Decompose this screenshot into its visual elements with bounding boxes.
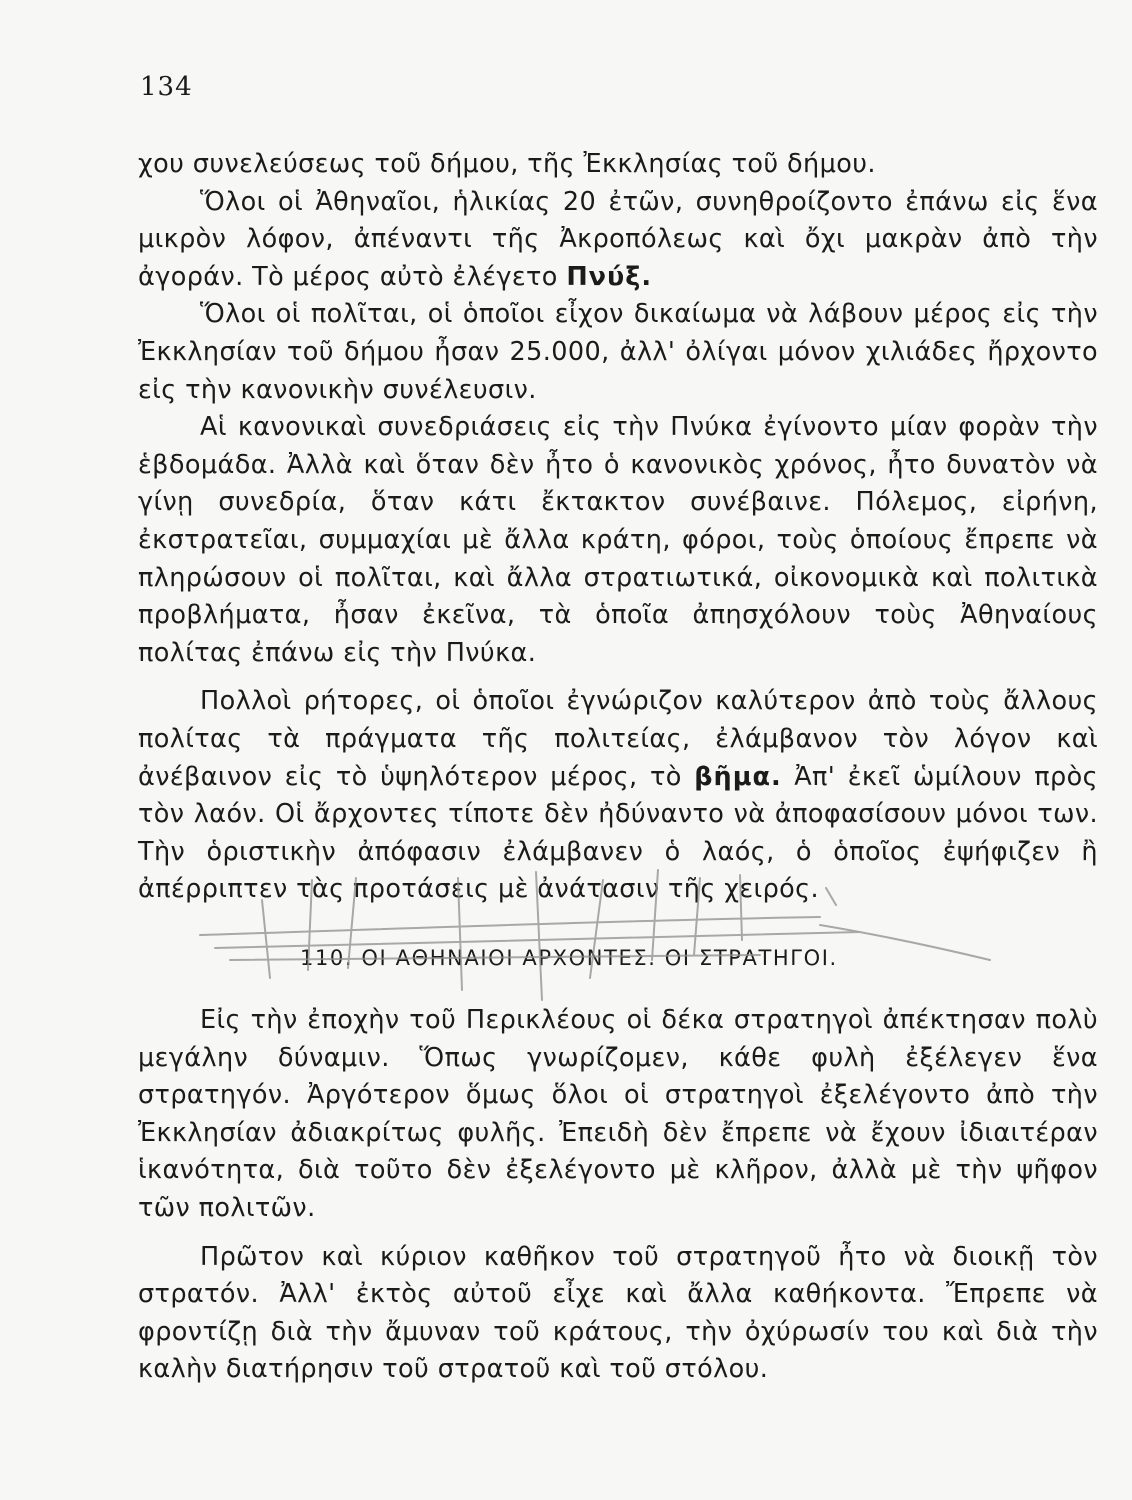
paragraph-4: Αἱ κανονικαὶ συνεδριάσεις εἰς τὴν Πνύκα ἐγίνοντο μίαν φορὰν τὴν ἑβδομάδα. Ἀλλὰ καὶ ὅταν δὲν ἦτο ὁ κανονικὸς χρόνος, ἦτο δυνατὸν νὰ γίνῃ συνεδρία, ὅταν κάτι ἔκτακτον συνέβαινε. Πόλεμος, εἰρήνη, ἐκστρατεῖαι, συμμαχίαι μὲ ἄλλα κράτη, φόροι, τοὺς ὁποίους ἔπρεπε νὰ πληρώσουν οἱ πολῖται, καὶ ἄλλα στρατιωτικά, οἰκονομικὰ καὶ πολιτικὰ προβλήματα, ἦσαν ἐκεῖνα, τὰ ὁποῖα ἀπησχόλουν τοὺς Ἀθηναίους πολίτας ἐπάνω εἰς τὴν Πνύκα. bbox=[138, 412, 1098, 668]
term-pnyx: Πνύξ. bbox=[566, 261, 653, 292]
section-heading: 110. ΟΙ ΑΘΗΝΑΙΟΙ ΑΡΧΟΝΤΕΣ. ΟΙ ΣΤΡΑΤΗΓΟΙ. bbox=[300, 946, 838, 970]
paragraph-2-text: Ὅλοι οἱ Ἀθηναῖοι, ἡλικίας 20 ἐτῶν, συνηθροίζοντο ἐπάνω εἰς ἕνα μικρὸν λόφον, ἀπέναντι τῆς Ἀκροπόλεως καὶ ὄχι μακρὰν ἀπὸ τὴν ἀγοράν. Τὸ μέρος αὐτὸ ἐλέγετο bbox=[138, 186, 1098, 292]
paragraph-1: χου συνελεύσεως τοῦ δήμου, τῆς Ἐκκλησίας τοῦ δήμου. bbox=[138, 149, 876, 179]
paragraph-7: Πρῶτον καὶ κύριον καθῆκον τοῦ στρατηγοῦ ἦτο νὰ διοικῇ τὸν στρατόν. Ἀλλ' ἐκτὸς αὐτοῦ εἶχε καὶ ἄλλα καθήκοντα. Ἔπρεπε νὰ φροντίζῃ διὰ τὴν ἄμυναν τοῦ κράτους, τὴν ὀχύρωσίν του καὶ διὰ τὴν καλὴν διατήρησιν τοῦ στρατοῦ καὶ τοῦ στόλου. bbox=[138, 1241, 1098, 1385]
text-section-2 bbox=[138, 1002, 1098, 1389]
paragraph-5-text: Πολλοὶ ρήτορες, οἱ ὁποῖοι ἐγνώριζον καλύτερον ἀπὸ τοὺς ἄλλους πολίτας τὰ πράγματα τῆς πολιτείας, ἐλάμβανον τὸν λόγον καὶ ἀνέβαινον εἰς τὸ ὑψηλότερον μέρος, τὸ bbox=[138, 686, 1098, 792]
paragraph-2 bbox=[138, 184, 1098, 297]
paragraph-3: Ὅλοι οἱ πολῖται, οἱ ὁποῖοι εἶχον δικαίωμα νὰ λάβουν μέρος εἰς τὴν Ἐκκλησίαν τοῦ δήμου ἦσαν 25.000, ἀλλ' ὀλίγαι μόνον χιλιάδες ἤρχοντο εἰς τὴν κανονικὴν συνέλευσιν. bbox=[138, 299, 1098, 405]
paragraph-6: Εἰς τὴν ἐποχὴν τοῦ Περικλέους οἱ δέκα στρατηγοὶ ἀπέκτησαν πολὺ μεγάλην δύναμιν. Ὅπως γνωρίζομεν, κάθε φυλὴ ἐξέλεγεν ἕνα στρατηγόν. Ἀργότερον ὅμως ὅλοι οἱ στρατηγοὶ ἐξελέγοντο ἀπὸ τὴν Ἐκκλησίαν ἀδιακρίτως φυλῆς. Ἐπειδὴ δὲν ἔπρεπε νὰ ἔχουν ἰδιαιτέραν ἱκανότητα, διὰ τοῦτο δὲν ἐξελέγοντο μὲ κλῆρον, ἀλλὰ μὲ τὴν ψῆφον τῶν πολιτῶν. bbox=[138, 1005, 1098, 1223]
paragraph-5 bbox=[138, 683, 1098, 909]
paragraph-5-continuation: Ἀπ' ἐκεῖ ὡμίλουν πρὸς τὸν λαόν. Οἱ ἄρχοντες τίποτε δὲν ἠδύναντο νὰ ἀποφασίσουν μόνοι των. Τὴν ὁριστικὴν ἀπόφασιν ἐλάμβανεν ὁ λαός, ὁ ὁποῖος ἐψήφιζεν ἢ ἀπέρριπτεν τὰς προτάσεις μὲ ἀνάτασιν τῆς χειρός. bbox=[138, 761, 1098, 905]
page-number: 134 bbox=[140, 72, 193, 102]
text-section-1 bbox=[138, 146, 1098, 909]
term-bema: βῆμα. bbox=[694, 761, 782, 792]
